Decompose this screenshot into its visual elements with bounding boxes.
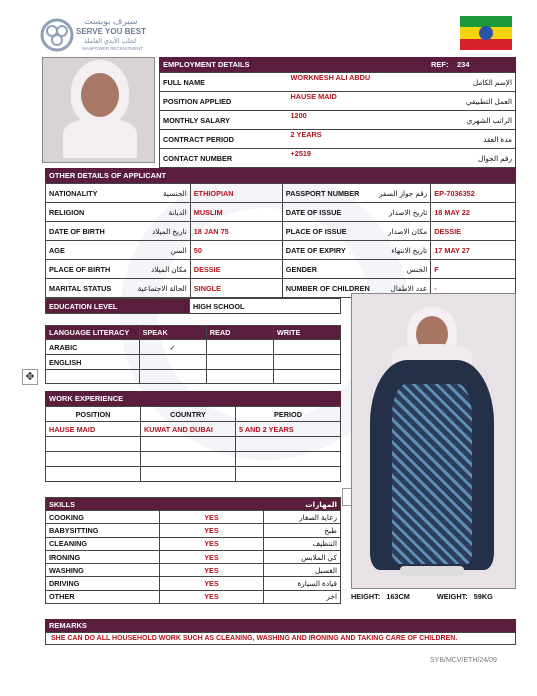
ref-label: REF:	[431, 60, 449, 69]
other-field-arabic: الجنس	[373, 260, 431, 279]
other-details-row	[46, 260, 516, 279]
other-field-value: MUSLIM	[190, 203, 282, 222]
skills-header-spacer	[160, 498, 264, 511]
employment-field-value: WORKNESH ALI ABDU	[288, 73, 428, 92]
work-experience-table	[45, 406, 341, 482]
logo-arabic: سيرف يوبست	[84, 16, 138, 26]
skill-row	[46, 550, 341, 563]
other-field-label: DATE OF BIRTH	[46, 222, 115, 241]
other-field-label: AGE	[46, 241, 115, 260]
other-field-value: SINGLE	[190, 279, 282, 298]
language-empty-cell	[206, 370, 273, 384]
other-field-label: PASSPORT NUMBER	[282, 184, 372, 203]
work-column-header: POSITION	[46, 407, 141, 422]
language-empty-cell	[46, 370, 140, 384]
employment-field-label: FULL NAME	[160, 73, 288, 92]
language-literacy-table	[45, 325, 341, 384]
logo-arabic-sub: لجلب الأيدي العاملة	[84, 38, 137, 45]
employment-row	[160, 92, 516, 111]
work-country	[141, 437, 236, 452]
other-field-label: RELIGION	[46, 203, 115, 222]
height-value: 163CM	[386, 592, 410, 601]
employment-field-label: MONTHLY SALARY	[160, 111, 288, 130]
other-field-value: EP-7036352	[431, 184, 516, 203]
employment-field-arabic: مدة العقد	[428, 130, 516, 149]
other-field-arabic: تاريخ الميلاد	[114, 222, 190, 241]
other-field-arabic: مكان الميلاد	[114, 260, 190, 279]
other-details-header: OTHER DETAILS OF APPLICANT	[45, 168, 516, 183]
skill-row	[46, 564, 341, 577]
work-row	[46, 452, 341, 467]
move-handle-icon[interactable]: ✥	[22, 369, 38, 385]
other-details-row	[46, 184, 516, 203]
skill-arabic: رعاية الصغار	[264, 511, 341, 524]
remarks-text: SHE CAN DO ALL HOUSEHOLD WORK SUCH AS CLEANING, WASHING AND IRONING AND TAKING CARE OF CHILDREN.	[45, 632, 516, 645]
language-name: ENGLISH	[46, 355, 140, 370]
work-position: HAUSE MAID	[46, 422, 141, 437]
other-field-arabic: الحالة الاجتماعية	[114, 279, 190, 298]
other-details-row	[46, 241, 516, 260]
other-field-label: NUMBER OF CHILDREN	[282, 279, 372, 298]
employment-field-value: +2519	[288, 149, 428, 168]
footer-code: SYB/MCV/ETH/24/09	[430, 657, 497, 664]
skill-arabic: اخر	[264, 590, 341, 603]
employment-row	[160, 130, 516, 149]
education-value: HIGH SCHOOL	[190, 299, 341, 314]
skill-arabic: قيادة السيارة	[264, 577, 341, 590]
employment-field-value: HAUSE MAID	[288, 92, 428, 111]
flag-emblem-icon	[479, 26, 493, 40]
skill-value: YES	[160, 550, 264, 563]
skill-value: YES	[160, 590, 264, 603]
language-empty-cell	[273, 370, 340, 384]
work-country: KUWAT AND DUBAI	[141, 422, 236, 437]
skills-header-row	[46, 498, 341, 511]
skill-row	[46, 537, 341, 550]
employment-field-arabic: الراتب الشهري	[428, 111, 516, 130]
language-write-check	[273, 355, 340, 370]
skills-table	[45, 497, 341, 604]
remarks-header: REMARKS	[45, 619, 516, 632]
language-row	[46, 355, 341, 370]
language-row	[46, 340, 341, 355]
employment-row	[160, 111, 516, 130]
work-row	[46, 437, 341, 452]
employment-field-label: CONTACT NUMBER	[160, 149, 288, 168]
language-speak-check: ✓	[139, 340, 206, 355]
skill-name: BABYSITTING	[46, 524, 160, 537]
employment-field-value: 2 YEARS	[288, 130, 428, 149]
skills-header-arabic: المهارات	[264, 498, 341, 511]
skill-arabic: طبخ	[264, 524, 341, 537]
other-field-arabic: السن	[114, 241, 190, 260]
language-column-header: LANGUAGE LITERACY	[46, 326, 140, 340]
employment-field-value: 1200	[288, 111, 428, 130]
skill-arabic: التنظيف	[264, 537, 341, 550]
other-field-arabic: عدد الاطفال	[373, 279, 431, 298]
work-country	[141, 467, 236, 482]
language-column-header: READ	[206, 326, 273, 340]
skill-name: CLEANING	[46, 537, 160, 550]
skill-value: YES	[160, 511, 264, 524]
weight-label: WEIGHT:	[436, 592, 468, 601]
skill-row	[46, 577, 341, 590]
education-label: EDUCATION LEVEL	[46, 299, 190, 314]
employment-row	[160, 149, 516, 168]
skill-row	[46, 524, 341, 537]
employment-details-header: EMPLOYMENT DETAILS REF: 234	[159, 57, 516, 72]
other-field-value: -	[431, 279, 516, 298]
weight-value: 59KG	[473, 592, 493, 601]
language-read-check	[206, 340, 273, 355]
work-row	[46, 422, 341, 437]
other-field-label: NATIONALITY	[46, 184, 115, 203]
skill-name: OTHER	[46, 590, 160, 603]
work-period	[236, 437, 341, 452]
other-field-label: DATE OF ISSUE	[282, 203, 372, 222]
language-row-empty	[46, 370, 341, 384]
skill-row	[46, 590, 341, 603]
work-row	[46, 467, 341, 482]
skill-arabic: كي الملابس	[264, 550, 341, 563]
ethiopia-flag	[460, 16, 512, 50]
language-write-check	[273, 340, 340, 355]
skill-value: YES	[160, 564, 264, 577]
other-field-label: PLACE OF ISSUE	[282, 222, 372, 241]
other-details-row	[46, 203, 516, 222]
language-name: ARABIC	[46, 340, 140, 355]
company-logo	[40, 16, 150, 56]
language-column-header: SPEAK	[139, 326, 206, 340]
work-position	[46, 437, 141, 452]
other-field-arabic: مكان الاصدار	[373, 222, 431, 241]
language-empty-cell	[139, 370, 206, 384]
other-field-value: DESSIE	[190, 260, 282, 279]
work-country	[141, 452, 236, 467]
work-position	[46, 467, 141, 482]
other-field-value: 50	[190, 241, 282, 260]
work-position	[46, 452, 141, 467]
other-field-label: GENDER	[282, 260, 372, 279]
height-label: HEIGHT:	[351, 592, 381, 601]
other-field-label: PLACE OF BIRTH	[46, 260, 115, 279]
other-field-value: ETHIOPIAN	[190, 184, 282, 203]
employment-field-label: CONTRACT PERIOD	[160, 130, 288, 149]
applicant-portrait-photo	[42, 57, 155, 163]
skill-name: DRIVING	[46, 577, 160, 590]
work-header-row	[46, 407, 341, 422]
employment-field-label: POSITION APPLIED	[160, 92, 288, 111]
work-column-header: COUNTRY	[141, 407, 236, 422]
other-field-arabic: تاريخ الاصدار	[373, 203, 431, 222]
other-field-arabic: رقم جواز السفر	[373, 184, 431, 203]
skill-arabic: الغسيل	[264, 564, 341, 577]
skills-header: SKILLS	[46, 498, 160, 511]
skill-value: YES	[160, 577, 264, 590]
language-header-row	[46, 326, 341, 340]
employment-field-arabic: رقم الجوال	[428, 149, 516, 168]
logo-emblem-icon	[40, 18, 74, 52]
work-period: 5 AND 2 YEARS	[236, 422, 341, 437]
other-field-arabic: الديانة	[114, 203, 190, 222]
employment-field-arabic: العمل التطبيقي	[428, 92, 516, 111]
applicant-full-body-photo	[351, 293, 516, 589]
other-field-label: DATE OF EXPIRY	[282, 241, 372, 260]
skill-value: YES	[160, 524, 264, 537]
other-field-value: DESSIE	[431, 222, 516, 241]
employment-details-table	[159, 72, 516, 168]
language-speak-check	[139, 355, 206, 370]
language-column-header: WRITE	[273, 326, 340, 340]
skill-name: WASHING	[46, 564, 160, 577]
work-experience-header: WORK EXPERIENCE	[45, 391, 341, 406]
other-field-label: MARITAL STATUS	[46, 279, 115, 298]
logo-name: SERVE YOU BEST	[76, 27, 146, 36]
work-period	[236, 452, 341, 467]
other-field-value: 17 MAY 27	[431, 241, 516, 260]
language-read-check	[206, 355, 273, 370]
employment-field-arabic: الإسم الكامل	[428, 73, 516, 92]
physical-table	[348, 589, 516, 604]
logo-sub: MANPOWER RECRUITMENT	[82, 46, 143, 51]
other-field-value: 18 MAY 22	[431, 203, 516, 222]
other-field-arabic: الجنسية	[114, 184, 190, 203]
employment-row	[160, 73, 516, 92]
work-period	[236, 467, 341, 482]
ref-value: 234	[457, 60, 470, 69]
skill-name: COOKING	[46, 511, 160, 524]
other-details-row	[46, 222, 516, 241]
skill-row	[46, 511, 341, 524]
other-field-arabic: تاريخ الانتهاء	[373, 241, 431, 260]
other-details-table	[45, 183, 516, 298]
work-column-header: PERIOD	[236, 407, 341, 422]
education-level-table	[45, 298, 341, 314]
skill-name: IRONING	[46, 550, 160, 563]
other-field-value: 18 JAN 75	[190, 222, 282, 241]
skill-value: YES	[160, 537, 264, 550]
other-field-value: F	[431, 260, 516, 279]
